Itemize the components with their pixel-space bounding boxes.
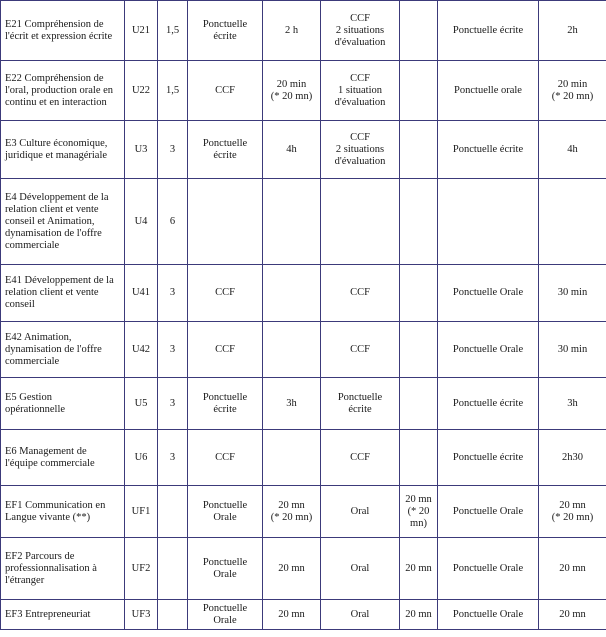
cell-text: CCF [215,343,235,355]
cell-text: 2 h [284,24,299,36]
cell-duree-c [539,430,606,486]
cell-forme-c [438,486,539,538]
cell-text: 1,5 [165,84,180,96]
cell-text: 3h [286,397,297,409]
cell-text: Ponctuelle Orale [202,499,248,523]
cell-text: 20 mn [559,562,586,574]
cell-text: 3 [169,343,176,355]
cell-text: UF2 [131,562,151,574]
cell-text: Oral [350,608,370,620]
cell-unite [125,538,158,600]
cell-forme-c [438,600,539,630]
table-row [1,538,606,600]
cell-text: CCF [215,84,235,96]
cell-text: 30 min [557,343,588,355]
cell-epreuve [1,121,125,179]
cell-duree-a [263,322,321,378]
cell-text: 1,5 [165,24,180,36]
cell-coef [158,538,188,600]
cell-duree-a [263,538,321,600]
cell-duree-b [400,179,438,265]
cell-text: 30 min [557,287,588,298]
cell-text: 20 mn (* 20 mn) [405,493,432,529]
cell-duree-a [263,486,321,538]
cell-text: 20 mn [278,562,305,574]
cell-duree-a [263,378,321,430]
cell-text: 20 mn (* 20 mn) [551,499,594,523]
cell-coef [158,600,188,630]
cell-forme-c [438,265,539,322]
cell-text: E6 Management de l'équipe commerciale [5,445,95,469]
cell-text: 6 [169,215,176,227]
cell-text: EF2 Parcours de professionnalisation à l'étranger [5,550,97,586]
cell-coef [158,322,188,378]
cell-text: U4 [134,215,148,227]
cell-epreuve [1,265,125,322]
cell-duree-c [539,61,606,121]
cell-unite [125,179,158,265]
cell-text: Ponctuelle écrite [452,143,524,155]
cell-coef [158,61,188,121]
cell-text: E41 Développement de la relation client et vente conseil [5,275,114,310]
cell-coef [158,121,188,179]
table-row [1,61,606,121]
cell-text: 20 mn [405,608,432,620]
cell-text: EF1 Communication en Langue vivante (**) [5,499,106,523]
table-row [1,430,606,486]
cell-forme-b [321,486,400,538]
cell-text: Ponctuelle écrite [452,451,524,463]
cell-text: Ponctuelle écrite [202,137,248,161]
cell-unite [125,378,158,430]
cell-unite [125,486,158,538]
cell-forme-a [188,322,263,378]
cell-text: Ponctuelle écrite [452,24,524,36]
cell-epreuve [1,378,125,430]
cell-text: U6 [134,451,148,463]
cell-forme-b [321,1,400,61]
cell-forme-b [321,322,400,378]
cell-text: UF1 [131,505,151,517]
cell-forme-a [188,121,263,179]
cell-text: 3h [567,397,578,409]
cell-epreuve [1,322,125,378]
cell-duree-a [263,1,321,61]
cell-text: Ponctuelle écrite [202,391,248,415]
cell-epreuve [1,179,125,265]
cell-text: U42 [131,343,151,355]
cell-unite [125,322,158,378]
cell-epreuve [1,538,125,600]
cell-forme-a [188,1,263,61]
cell-text: Ponctuelle Orale [452,505,524,517]
cell-text: Ponctuelle écrite [337,391,383,415]
cell-unite [125,430,158,486]
cell-text: U22 [131,84,151,96]
cell-text: CCF 2 situations d'évaluation [334,131,386,167]
cell-text: 3 [169,143,176,155]
cell-unite [125,61,158,121]
cell-coef [158,1,188,61]
cell-forme-a [188,61,263,121]
cell-duree-b [400,322,438,378]
cell-epreuve [1,600,125,630]
cell-forme-a [188,378,263,430]
cell-text: 3 [169,287,176,298]
cell-duree-b [400,430,438,486]
cell-text: CCF [215,451,235,463]
table-row [1,378,606,430]
cell-text: E22 Compréhension de l'oral, production orale en continu et en interaction [5,72,114,108]
cell-forme-b [321,265,400,322]
cell-forme-a [188,538,263,600]
cell-duree-c [539,600,606,630]
cell-text: E5 Gestion opérationnelle [5,391,66,415]
cell-text: Ponctuelle Orale [202,556,248,580]
cell-text: Ponctuelle Orale [202,602,248,626]
cell-text: 3 [169,451,176,463]
cell-text: CCF 1 situation d'évaluation [334,72,386,108]
cell-forme-a [188,600,263,630]
cell-text: CCF [350,287,370,298]
cell-duree-c [539,322,606,378]
cell-forme-c [438,378,539,430]
cell-text: 4h [567,143,578,155]
cell-coef [158,265,188,322]
cell-text: E3 Culture économique, juridique et managériale [5,137,108,161]
cell-unite [125,600,158,630]
cell-text: 20 mn [405,562,432,574]
cell-unite [125,1,158,61]
cell-text: 2h30 [562,451,583,463]
table-body [1,1,606,630]
cell-text: Ponctuelle Orale [452,562,524,574]
cell-text: E42 Animation, dynamisation de l'offre commerciale [5,331,102,367]
cell-text: CCF [350,451,370,463]
cell-text: E21 Compréhension de l'écrit et expression écrite [5,18,113,42]
cell-text: Ponctuelle Orale [452,343,524,355]
cell-duree-a [263,430,321,486]
cell-duree-b [400,538,438,600]
cell-text: U3 [134,143,148,155]
cell-forme-b [321,378,400,430]
cell-coef [158,378,188,430]
table-row [1,121,606,179]
cell-duree-c [539,1,606,61]
cell-duree-a [263,600,321,630]
cell-unite [125,121,158,179]
cell-forme-b [321,61,400,121]
cell-text: 20 mn [278,608,305,620]
cell-text: Ponctuelle Orale [452,608,524,620]
cell-text: E4 Développement de la relation client et vente conseil et Animation, dynamisation de l'offre commerciale [5,191,109,251]
cell-unite [125,265,158,322]
cell-duree-c [539,121,606,179]
cell-text: 3 [169,397,176,409]
cell-text: U41 [131,287,151,298]
table-row [1,322,606,378]
cell-duree-b [400,61,438,121]
cell-text: U21 [131,24,151,36]
table-row [1,1,606,61]
cell-text: Ponctuelle orale [454,84,522,96]
table-row [1,600,606,630]
cell-duree-a [263,61,321,121]
cell-forme-b [321,121,400,179]
table-row [1,486,606,538]
cell-text: CCF [350,343,370,355]
cell-forme-c [438,121,539,179]
cell-forme-c [438,179,539,265]
cell-coef [158,179,188,265]
cell-duree-c [539,486,606,538]
cell-epreuve [1,430,125,486]
cell-text: 20 mn (* 20 mn) [270,499,313,523]
cell-duree-b [400,600,438,630]
cell-forme-a [188,265,263,322]
cell-forme-b [321,430,400,486]
cell-coef [158,486,188,538]
cell-duree-b [400,265,438,322]
cell-forme-a [188,179,263,265]
cell-text: 20 min (* 20 mn) [270,78,313,102]
cell-forme-b [321,600,400,630]
cell-duree-c [539,378,606,430]
cell-duree-c [539,538,606,600]
cell-duree-a [263,179,321,265]
cell-forme-c [438,538,539,600]
cell-text: 2h [567,24,578,36]
cell-duree-b [400,1,438,61]
cell-text: 4h [286,143,297,155]
cell-forme-c [438,1,539,61]
cell-epreuve [1,61,125,121]
cell-epreuve [1,1,125,61]
cell-text: Ponctuelle Orale [452,287,524,298]
cell-epreuve [1,486,125,538]
cell-text: EF3 Entrepreneuriat [5,608,91,620]
cell-forme-c [438,322,539,378]
cell-forme-b [321,538,400,600]
cell-coef [158,430,188,486]
cell-forme-c [438,430,539,486]
cell-duree-b [400,378,438,430]
cell-forme-b [321,179,400,265]
cell-text: CCF 2 situations d'évaluation [334,12,386,48]
cell-forme-c [438,61,539,121]
cell-text: Oral [350,505,370,517]
table-row [1,179,606,265]
cell-text: Ponctuelle écrite [202,18,248,42]
cell-duree-a [263,265,321,322]
cell-text: U5 [134,397,148,409]
cell-text: Ponctuelle écrite [452,397,524,409]
table-row [1,265,606,322]
cell-text: 20 min (* 20 mn) [551,78,594,102]
cell-duree-b [400,121,438,179]
cell-forme-a [188,486,263,538]
cell-duree-b [400,486,438,538]
cell-text: UF3 [131,608,151,620]
cell-duree-c [539,265,606,322]
cell-forme-a [188,430,263,486]
cell-duree-c [539,179,606,265]
cell-duree-a [263,121,321,179]
cell-text: Oral [350,562,370,574]
cell-text: 20 mn [559,608,586,620]
cell-text: CCF [215,287,235,298]
